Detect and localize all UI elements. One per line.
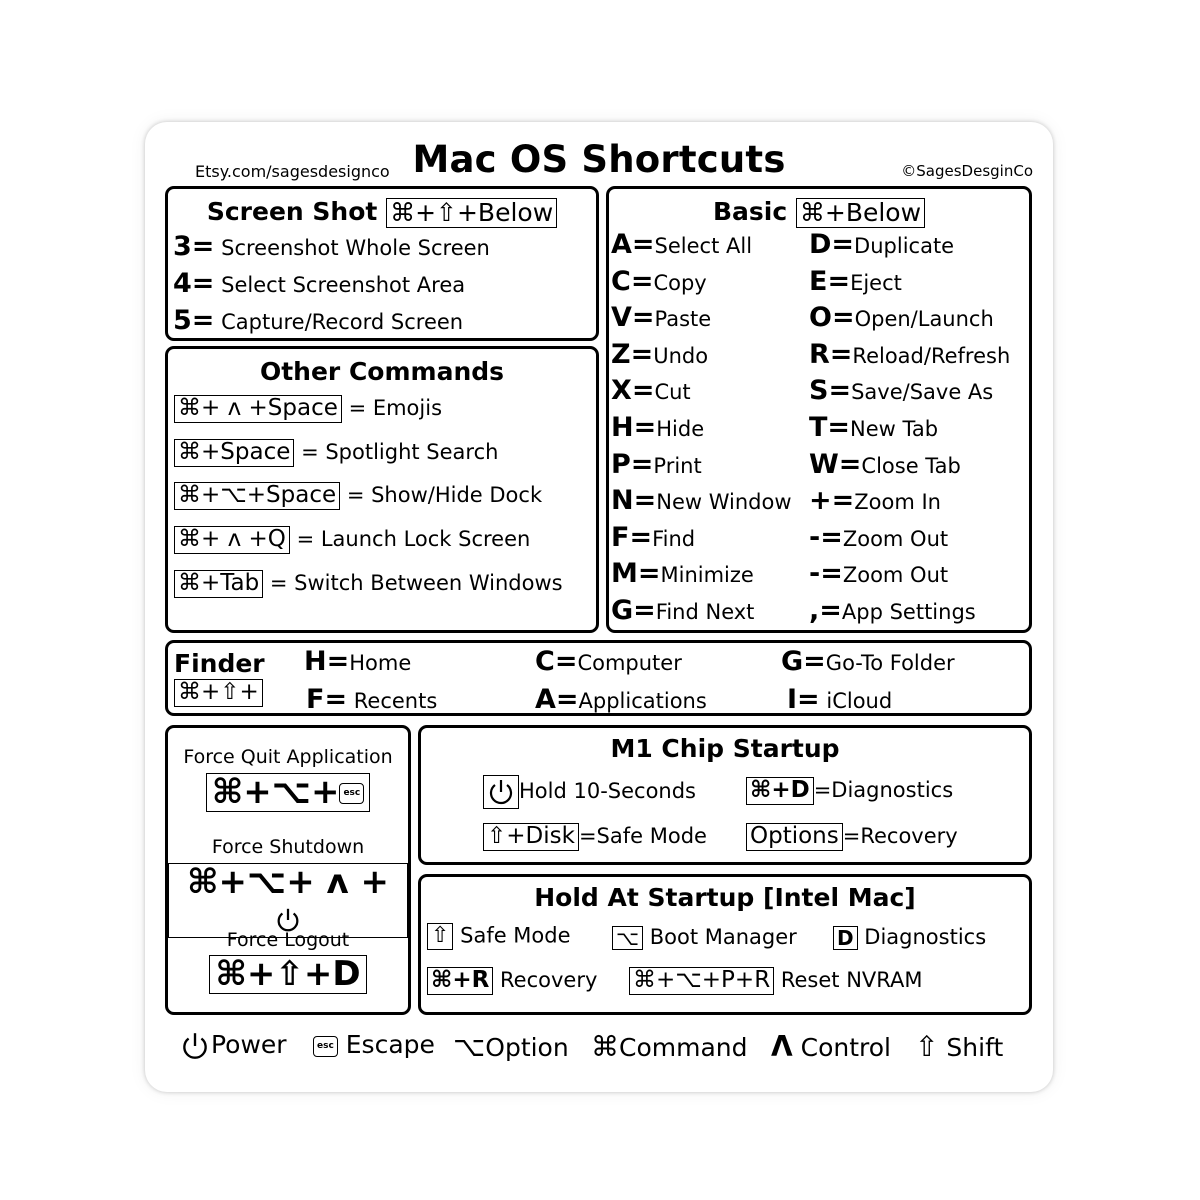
- list-item: F=Find: [611, 521, 696, 553]
- basic-section: [606, 186, 1032, 633]
- control-icon: Λ: [771, 1030, 793, 1063]
- list-item: F= Recents: [306, 684, 438, 715]
- list-item: 3= Screenshot Whole Screen: [173, 231, 490, 262]
- list-item: H=Hide: [611, 412, 705, 443]
- force-section: [165, 725, 411, 1015]
- intel-startup-section: [418, 874, 1032, 1015]
- power-icon: [179, 1030, 211, 1062]
- etsy-link-text: Etsy.com/sagesdesignco: [195, 162, 390, 181]
- legend-option: ⌥Option: [453, 1030, 569, 1063]
- legend-shift: ⇧ Shift: [915, 1030, 1004, 1063]
- list-item: -=Zoom Out: [809, 521, 949, 553]
- finder-section: [165, 640, 1032, 716]
- finder-combo: ⌘+⇧+: [174, 679, 263, 707]
- option-key-icon: ⌥: [612, 926, 643, 950]
- list-item: P=Print: [611, 448, 702, 480]
- force-quit-label: Force Quit Application: [183, 746, 393, 768]
- power-key: [483, 775, 519, 809]
- list-item: G=Find Next: [611, 595, 755, 626]
- list-item: A=Applications: [535, 684, 707, 715]
- list-item: X=Cut: [611, 375, 691, 407]
- force-shutdown-combo: ⌘+⌥+ ʌ +: [168, 863, 408, 938]
- power-icon: [486, 777, 516, 807]
- list-item: -=Zoom Out: [809, 558, 949, 590]
- page-title: Mac OS Shortcuts: [412, 138, 786, 181]
- legend-control: Λ Control: [771, 1030, 891, 1063]
- list-item: ⌘+⌥+Space = Show/Hide Dock: [174, 482, 542, 510]
- list-item: S=Save/Save As: [809, 375, 994, 407]
- list-item: ,=App Settings: [809, 595, 976, 626]
- option-icon: ⌥: [453, 1030, 486, 1063]
- list-item: D=Duplicate: [809, 229, 955, 260]
- intel-safe-mode-item: ⇧ Safe Mode: [427, 923, 571, 950]
- hold-power-item: Hold 10-Seconds: [483, 775, 696, 809]
- basic-combo: ⌘+Below: [796, 198, 925, 228]
- screenshot-section: [165, 186, 599, 341]
- list-item: ⌘+Space = Spotlight Search: [174, 439, 498, 467]
- list-item: R=Reload/Refresh: [809, 338, 1011, 370]
- m1-startup-section: [418, 725, 1032, 865]
- screenshot-combo: ⌘+⇧+Below: [386, 198, 557, 228]
- force-quit-combo: ⌘+⌥+ esc: [168, 773, 408, 812]
- shift-icon: ⇧: [915, 1030, 939, 1063]
- screenshot-heading: Screen Shot ⌘+⇧+Below: [168, 197, 596, 228]
- force-logout-combo: ⌘+⇧+D: [168, 955, 408, 994]
- d-key: D: [833, 926, 858, 950]
- intel-diagnostics-item: D Diagnostics: [833, 925, 986, 950]
- m1-recovery-item: Options =Recovery: [746, 823, 958, 851]
- list-item: A=Select All: [611, 229, 753, 260]
- list-item: C=Copy: [611, 265, 707, 297]
- legend-power: Power: [179, 1030, 287, 1062]
- esc-key-icon: esc: [313, 1036, 338, 1057]
- m1-heading: M1 Chip Startup: [610, 734, 840, 763]
- list-item: M=Minimize: [611, 558, 754, 590]
- shortcut-sticker: [145, 122, 1053, 1092]
- m1-diagnostics-item: ⌘+D =Diagnostics: [746, 777, 953, 805]
- m1-safe-mode-item: ⇧+Disk =Safe Mode: [483, 823, 707, 851]
- list-item: I= iCloud: [787, 684, 893, 715]
- list-item: W=Close Tab: [809, 448, 961, 480]
- other-commands-section: [165, 346, 599, 633]
- list-item: ⌘+ ʌ +Space = Emojis: [174, 395, 442, 423]
- list-item: N=New Window: [611, 485, 792, 517]
- legend-command: ⌘Command: [591, 1030, 748, 1063]
- intel-boot-manager-item: ⌥ Boot Manager: [612, 925, 797, 950]
- intel-nvram-item: ⌘+⌥+P+R Reset NVRAM: [629, 967, 923, 995]
- list-item: G=Go-To Folder: [781, 646, 955, 677]
- list-item: T=New Tab: [809, 412, 939, 443]
- force-logout-label: Force Logout: [226, 929, 350, 951]
- basic-heading: Basic ⌘+Below: [609, 197, 1029, 228]
- list-item: 4= Select Screenshot Area: [173, 268, 466, 299]
- list-item: 5= Capture/Record Screen: [173, 305, 464, 336]
- list-item: E=Eject: [809, 265, 902, 297]
- list-item: ⌘+ ʌ +Q = Launch Lock Screen: [174, 526, 530, 554]
- list-item: +=Zoom In: [809, 485, 941, 517]
- finder-heading: Finder: [174, 649, 265, 678]
- list-item: C=Computer: [535, 646, 682, 677]
- list-item: Z=Undo: [611, 338, 709, 370]
- copyright-text: ©SagesDesginCo: [901, 162, 1033, 180]
- list-item: O=Open/Launch: [809, 302, 994, 334]
- other-commands-heading: Other Commands: [259, 357, 505, 386]
- esc-key-icon: esc: [339, 783, 364, 804]
- intel-heading: Hold At Startup [Intel Mac]: [534, 883, 916, 912]
- legend-escape: esc Escape: [313, 1030, 435, 1059]
- list-item: V=Paste: [611, 302, 712, 334]
- list-item: H=Home: [304, 646, 412, 677]
- force-shutdown-label: Force Shutdown: [211, 836, 365, 858]
- shift-key-icon: ⇧: [427, 923, 453, 950]
- list-item: ⌘+Tab = Switch Between Windows: [174, 570, 563, 598]
- command-icon: ⌘: [591, 1030, 619, 1063]
- intel-recovery-item: ⌘+R Recovery: [427, 967, 597, 995]
